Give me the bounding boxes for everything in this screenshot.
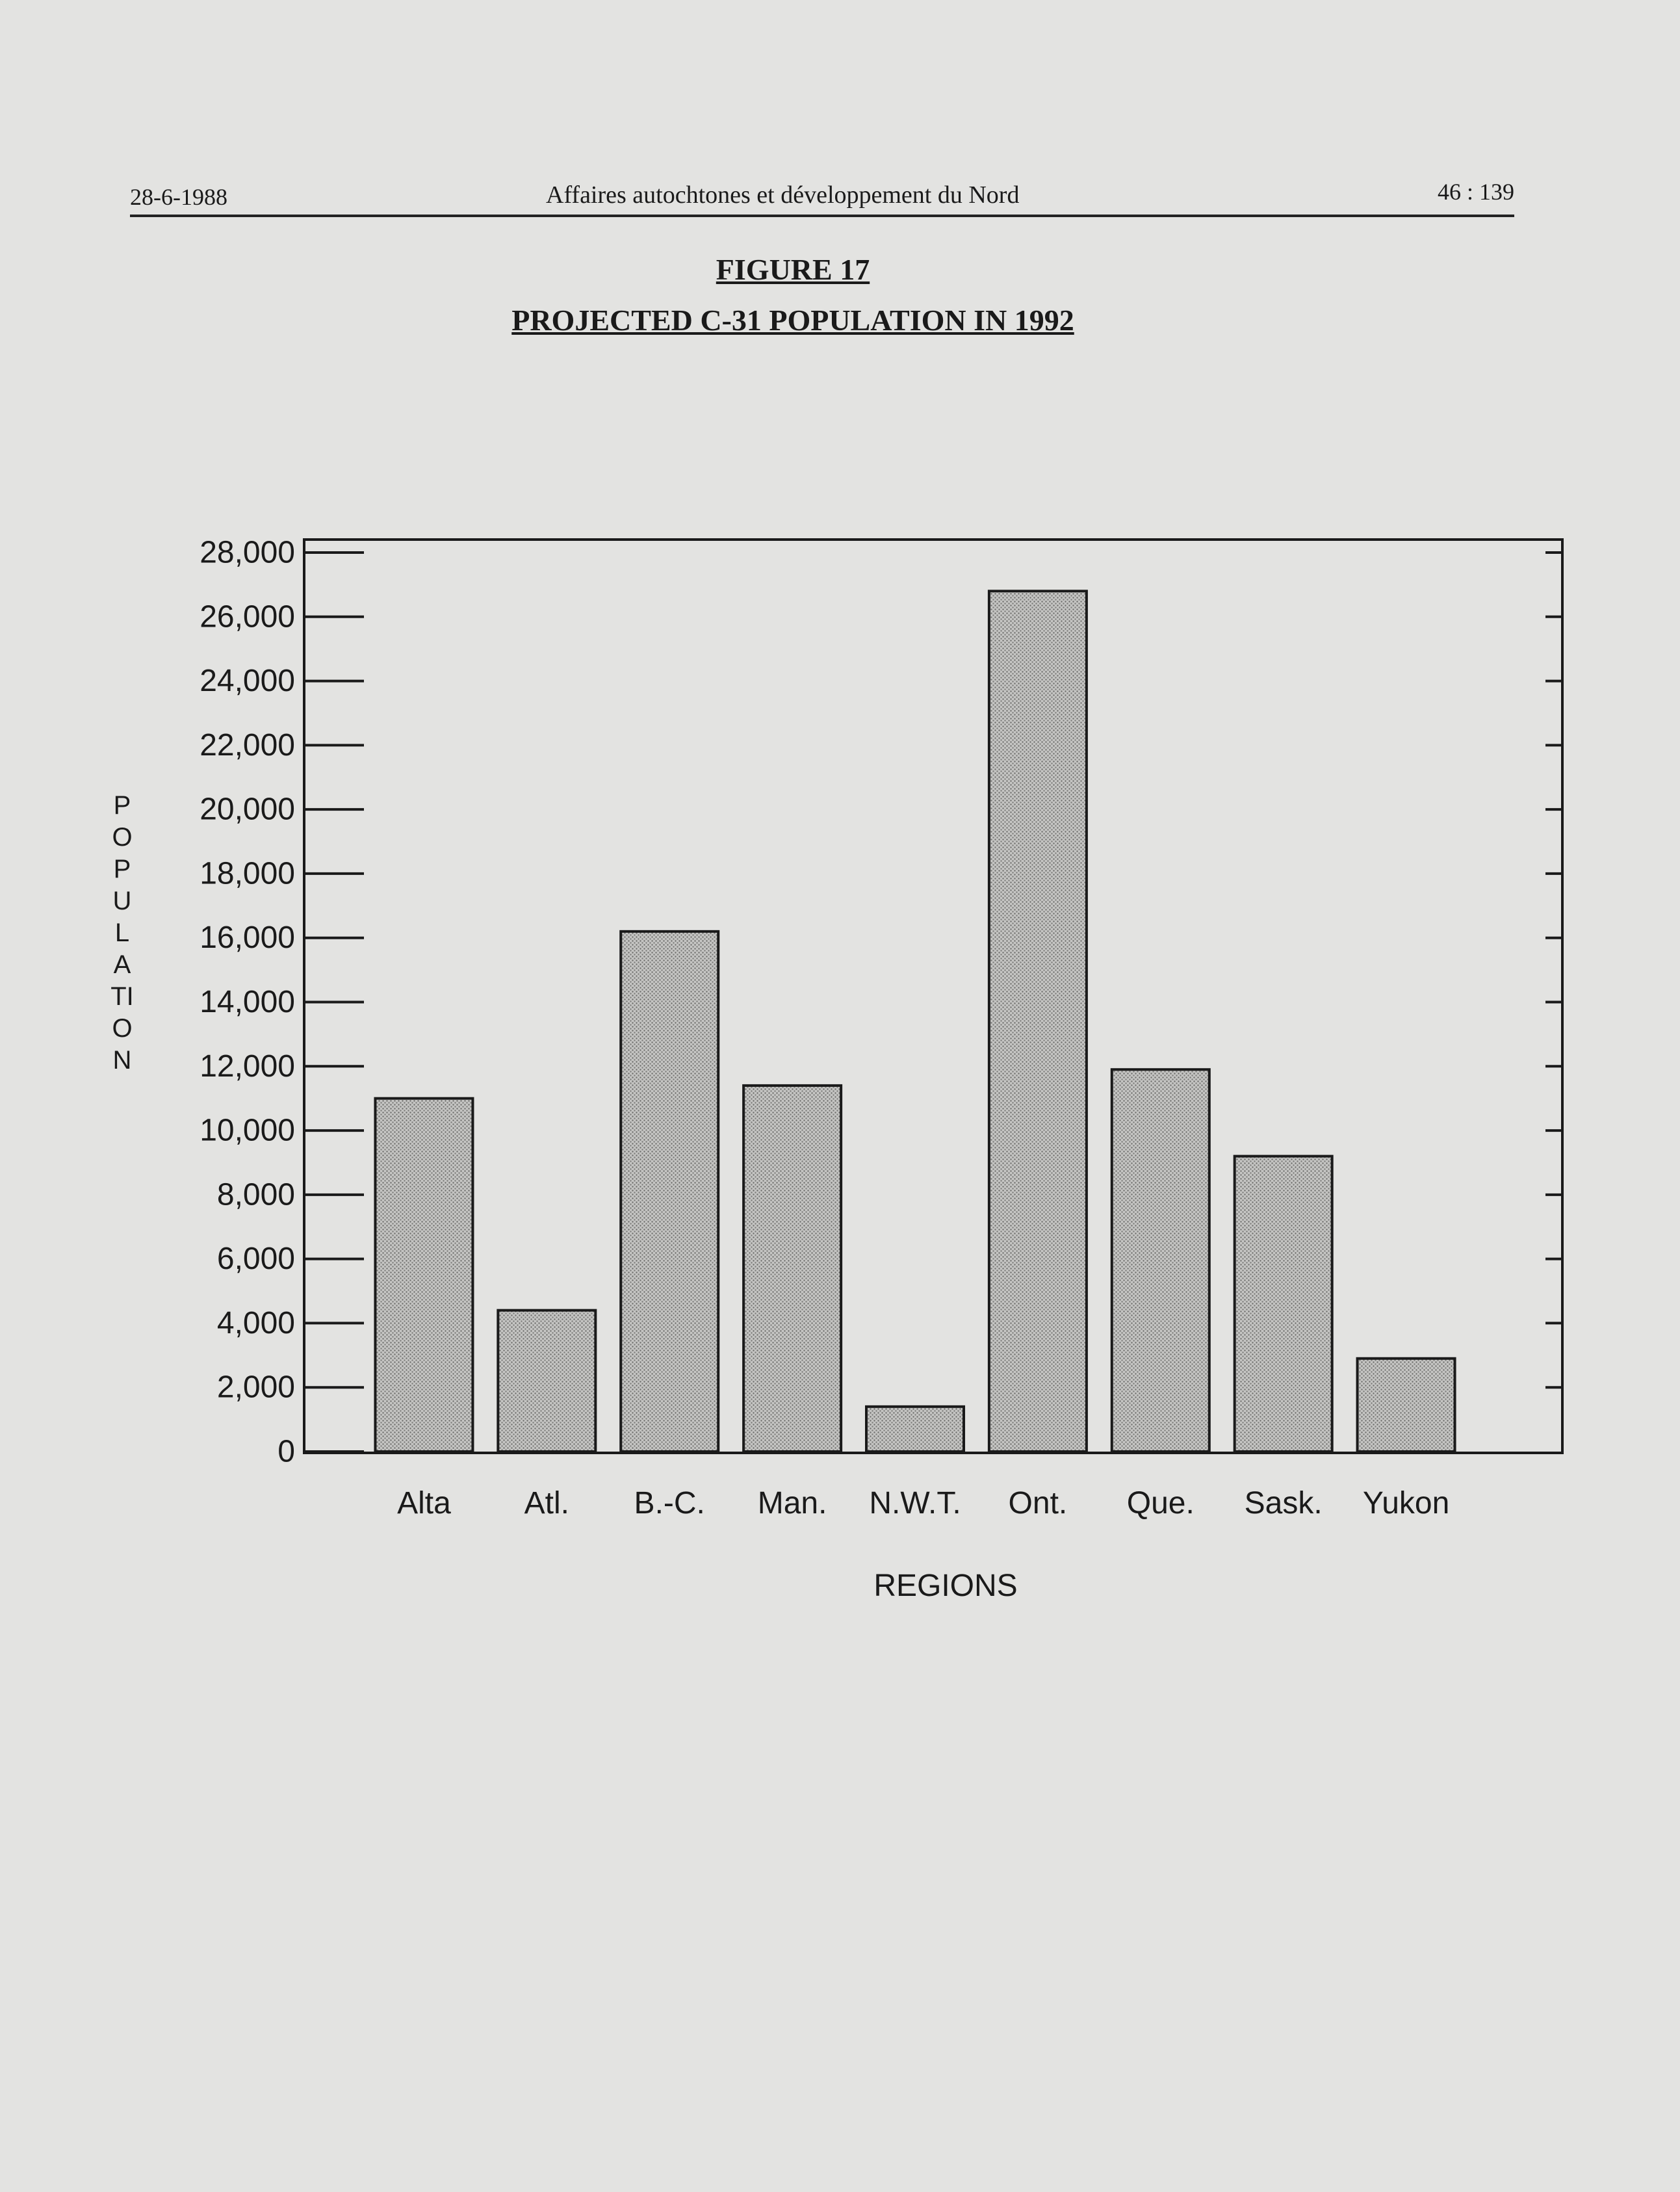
bar-sask [1235, 1156, 1332, 1452]
x-tick-label: Man. [757, 1486, 827, 1520]
y-tick-label: 20,000 [200, 792, 295, 827]
header-date: 28-6-1988 [130, 184, 227, 210]
x-tick-label: N.W.T. [869, 1486, 961, 1520]
figure-title: PROJECTED C-31 POPULATION IN 1992 [511, 304, 1074, 337]
y-tick-label: 24,000 [200, 664, 295, 699]
header-page-number: 46 : 139 [1437, 179, 1514, 205]
y-tick-label: 8,000 [216, 1177, 295, 1212]
bar-yukon [1358, 1359, 1455, 1452]
y-tick-label: 22,000 [200, 727, 295, 763]
y-tick-label: 14,000 [200, 985, 295, 1019]
bar-b-c [621, 932, 718, 1452]
x-tick-label: Sask. [1244, 1486, 1323, 1520]
y-tick-label: 28,000 [200, 535, 295, 570]
bar-que [1112, 1069, 1209, 1452]
figure-label: FIGURE 17 [716, 253, 870, 286]
x-tick-label: B.-C. [634, 1486, 705, 1520]
y-tick-label: 16,000 [200, 920, 295, 956]
y-tick-label: 18,000 [200, 856, 295, 891]
y-axis-label: POPULATION [110, 791, 134, 1075]
x-tick-label: Atl. [524, 1486, 570, 1520]
x-tick-label: Que. [1126, 1486, 1195, 1520]
plot-frame [304, 540, 1562, 1453]
y-tick-label: 2,000 [216, 1370, 295, 1405]
bar-alta [375, 1099, 472, 1452]
x-tick-label: Ont. [1008, 1486, 1068, 1520]
y-tick-label: 26,000 [200, 599, 295, 634]
y-tick-label: 6,000 [216, 1242, 295, 1277]
x-tick-label: Yukon [1362, 1486, 1450, 1520]
x-tick-label: Alta [397, 1486, 451, 1520]
x-axis-label: REGIONS [873, 1569, 1018, 1603]
y-tick-label: 0 [278, 1434, 295, 1469]
bar-ont [989, 591, 1087, 1452]
y-tick-label: 4,000 [216, 1305, 295, 1340]
y-tick-label: 10,000 [200, 1113, 295, 1148]
bar-man [743, 1086, 841, 1452]
bar-n-w-t [866, 1407, 964, 1452]
bar-atl [498, 1311, 595, 1452]
y-tick-label: 12,000 [200, 1049, 295, 1084]
header-title: Affaires autochtones et développement du Nord [546, 181, 1020, 209]
